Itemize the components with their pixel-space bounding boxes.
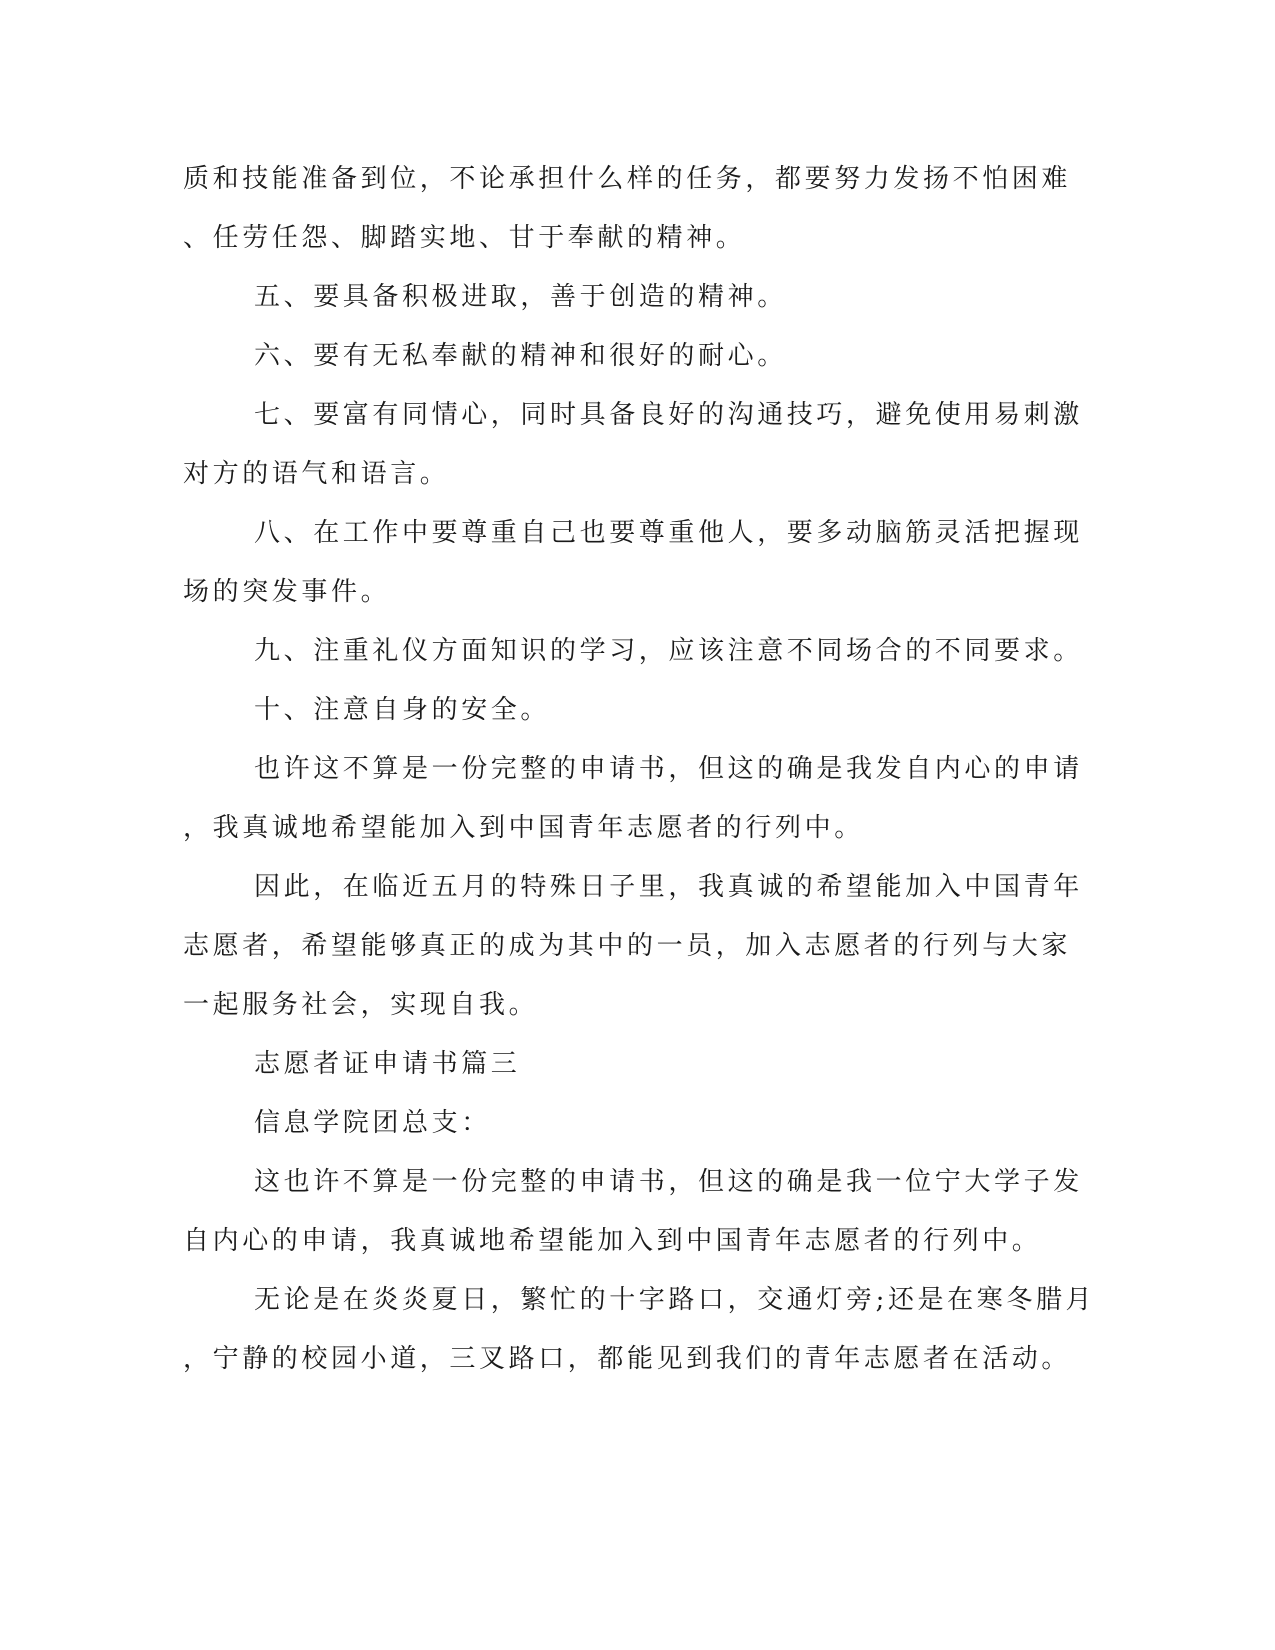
text-line-12: ，我真诚地希望能加入到中国青年志愿者的行列中。 <box>183 813 864 843</box>
text-line-20: 无论是在炎炎夏日，繁忙的十字路口，交通灯旁;还是在寒冬腊月 <box>254 1285 1096 1315</box>
text-line-10: 十、注意自身的安全。 <box>254 695 551 725</box>
text-line-5: 七、要富有同情心，同时具备良好的沟通技巧，避免使用易刺激 <box>254 400 1083 430</box>
text-line-3: 五、要具备积极进取，善于创造的精神。 <box>254 282 787 312</box>
text-line-15: 一起服务社会，实现自我。 <box>183 990 539 1020</box>
text-line-8: 场的突发事件。 <box>183 577 391 607</box>
text-line-11: 也许这不算是一份完整的申请书，但这的确是我发自内心的申请 <box>254 754 1083 784</box>
text-line-1: 质和技能准备到位，不论承担什么样的任务，都要努力发扬不怕困难 <box>183 164 1072 194</box>
text-line-4: 六、要有无私奉献的精神和很好的耐心。 <box>254 341 787 371</box>
text-line-2: 、任劳任怨、脚踏实地、甘于奉献的精神。 <box>183 223 746 253</box>
text-line-6: 对方的语气和语言。 <box>183 459 450 489</box>
section-heading: 志愿者证申请书篇三 <box>254 1049 521 1079</box>
salutation: 信息学院团总支： <box>254 1108 491 1138</box>
text-line-19: 自内心的申请，我真诚地希望能加入到中国青年志愿者的行列中。 <box>183 1226 1042 1256</box>
text-line-13: 因此，在临近五月的特殊日子里，我真诚的希望能加入中国青年 <box>254 872 1083 902</box>
text-line-14: 志愿者，希望能够真正的成为其中的一员，加入志愿者的行列与大家 <box>183 931 1072 961</box>
text-line-7: 八、在工作中要尊重自己也要尊重他人，要多动脑筋灵活把握现 <box>254 518 1083 548</box>
text-line-9: 九、注重礼仪方面知识的学习，应该注意不同场合的不同要求。 <box>254 636 1083 666</box>
text-line-21: ，宁静的校园小道，三叉路口，都能见到我们的青年志愿者在活动。 <box>183 1344 1072 1374</box>
text-line-18: 这也许不算是一份完整的申请书，但这的确是我一位宁大学子发 <box>254 1167 1083 1197</box>
